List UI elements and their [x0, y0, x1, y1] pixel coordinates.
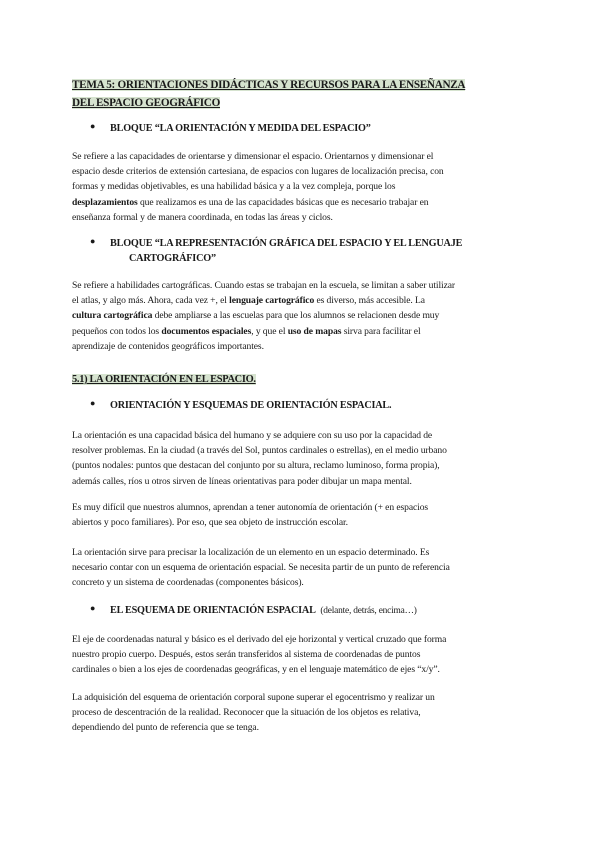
text-span: sirva para facilitar el	[341, 325, 421, 337]
text-line: resolver problemas. En la ciudad (a través del Sol, puntos cardinales o estrellas), en el medio urbano	[72, 445, 447, 457]
text-line: además calles, ríos u otros sirven de líneas orientativas para poder dibujar un mapa mental.	[72, 475, 412, 487]
text-line: proceso de descentración de la realidad. Reconocer que la situación de los objetos es relativa,	[72, 707, 421, 719]
bullet-icon: ●	[90, 398, 96, 408]
paragraph-5	[72, 545, 530, 591]
bold-term: EL ESQUEMA DE ORIENTACIÓN ESPACIAL	[110, 605, 316, 616]
bold-term: documentos espaciales	[161, 325, 252, 337]
text-span: debe ampliarse a las escuelas para que los alumnos se relacionen desde muy	[152, 310, 440, 322]
text-span: que realizamos es una de las capacidades básicas que es necesario trabajar en	[137, 196, 429, 208]
section-title: 5.1) LA ORIENTACIÓN EN EL ESPACIO.	[72, 374, 256, 385]
document-title	[72, 75, 530, 111]
text-line: concreto y un sistema de coordenadas (componentes básicos).	[72, 577, 304, 589]
bold-term: cultura cartográfica	[72, 310, 153, 322]
paragraph-7	[72, 690, 530, 736]
text-line: enseñanza formal y de manera coordinada, en todas las áreas y ciclos.	[72, 211, 333, 223]
paragraph-2	[72, 278, 530, 354]
paragraph-6	[72, 632, 530, 678]
text-line: dependiendo del punto de referencia que se tenga.	[72, 722, 259, 734]
text-line: nuestro propio cuerpo. Después, estos serán transferidos al sistema de coordenadas de puntos	[72, 649, 421, 661]
text-line	[72, 308, 530, 323]
title-line-1: TEMA 5: ORIENTACIONES DIDÁCTICAS Y RECURSOS PARA LA ENSEÑANZA	[72, 79, 466, 91]
text-line: formas y medidas objetivables, es una habilidad básica y a la vez compleja, porque los	[72, 181, 396, 193]
bold-term: uso de mapas	[287, 325, 342, 337]
text-span: , y que el	[251, 325, 288, 337]
text-line: La orientación sirve para precisar la localización de un elemento en un espacio determinado. Es	[72, 547, 430, 558]
bullet-heading: ORIENTACIÓN Y ESQUEMAS DE ORIENTACIÓN ESPACIAL.	[110, 400, 392, 411]
paragraph-4	[72, 500, 530, 530]
text-span: (delante, detrás, encima…)	[320, 606, 417, 616]
text-line: cardinales o bien a los ejes de coordenadas geográficas, y en el lenguaje matemático de ejes “x/y”.	[72, 664, 440, 676]
bullet-icon: ●	[90, 121, 96, 131]
bullet-heading	[110, 236, 530, 266]
text-line: aprendizaje de contenidos geográficos importantes.	[72, 340, 264, 352]
bold-term: lenguaje cartográfico	[229, 295, 315, 307]
bullet-icon: ●	[90, 236, 96, 246]
text-span: el atlas, y algo más. Ahora, cada vez +, el	[72, 295, 230, 307]
text-line	[72, 293, 530, 308]
heading-line: BLOQUE “LA REPRESENTACIÓN GRÁFICA DEL ESPACIO Y EL LENGUAJE	[110, 238, 463, 249]
text-line: La orientación es una capacidad básica del humano y se adquiere con su uso por la capacidad de	[72, 430, 433, 441]
text-line: Se refiere a habilidades cartográficas. Cuando estas se trabajan en la escuela, se limitan a saber utilizar	[72, 280, 456, 291]
text-line: espacio desde criterios de extensión cartesiana, de espacios con lugares de localización precisa, con	[72, 166, 444, 178]
text-line: (puntos nodales: puntos que destacan del conjunto por su altura, reclamo luminoso, forma propia),	[72, 460, 440, 472]
bullet-heading: BLOQUE “LA ORIENTACIÓN Y MEDIDA DEL ESPACIO”	[110, 123, 371, 134]
heading-line: CARTOGRÁFICO”	[129, 253, 216, 264]
text-span: pequeños con todos los	[72, 325, 162, 337]
text-line: abiertos y poco familiares). Por eso, que sea objeto de instrucción escolar.	[72, 517, 348, 529]
section-heading	[72, 369, 530, 387]
text-span: es diverso, más accesible. La	[314, 295, 425, 307]
text-line: necesario contar con un esquema de orientación espacial. Se necesita partir de un punto de referencia	[72, 562, 450, 574]
bold-term: desplazamientos	[72, 196, 138, 208]
title-line-2: DEL ESPACIO GEOGRÁFICO	[72, 97, 220, 109]
text-line: La adquisición del esquema de orientación corporal supone superar el egocentrismo y realizar un	[72, 692, 435, 703]
bullet-icon: ●	[90, 603, 96, 613]
bullet-heading	[110, 603, 530, 619]
text-line: Se refiere a las capacidades de orientarse y dimensionar el espacio. Orientarnos y dimensionar el	[72, 151, 434, 162]
text-line	[72, 195, 530, 210]
paragraph-1	[72, 149, 530, 225]
paragraph-3	[72, 428, 530, 489]
text-line: El eje de coordenadas natural y básico es el derivado del eje horizontal y vertical cruzado que forma	[72, 634, 447, 645]
text-line	[72, 324, 530, 339]
text-line: Es muy difícil que nuestros alumnos, aprendan a tener autonomía de orientación (+ en espacios	[72, 502, 429, 513]
